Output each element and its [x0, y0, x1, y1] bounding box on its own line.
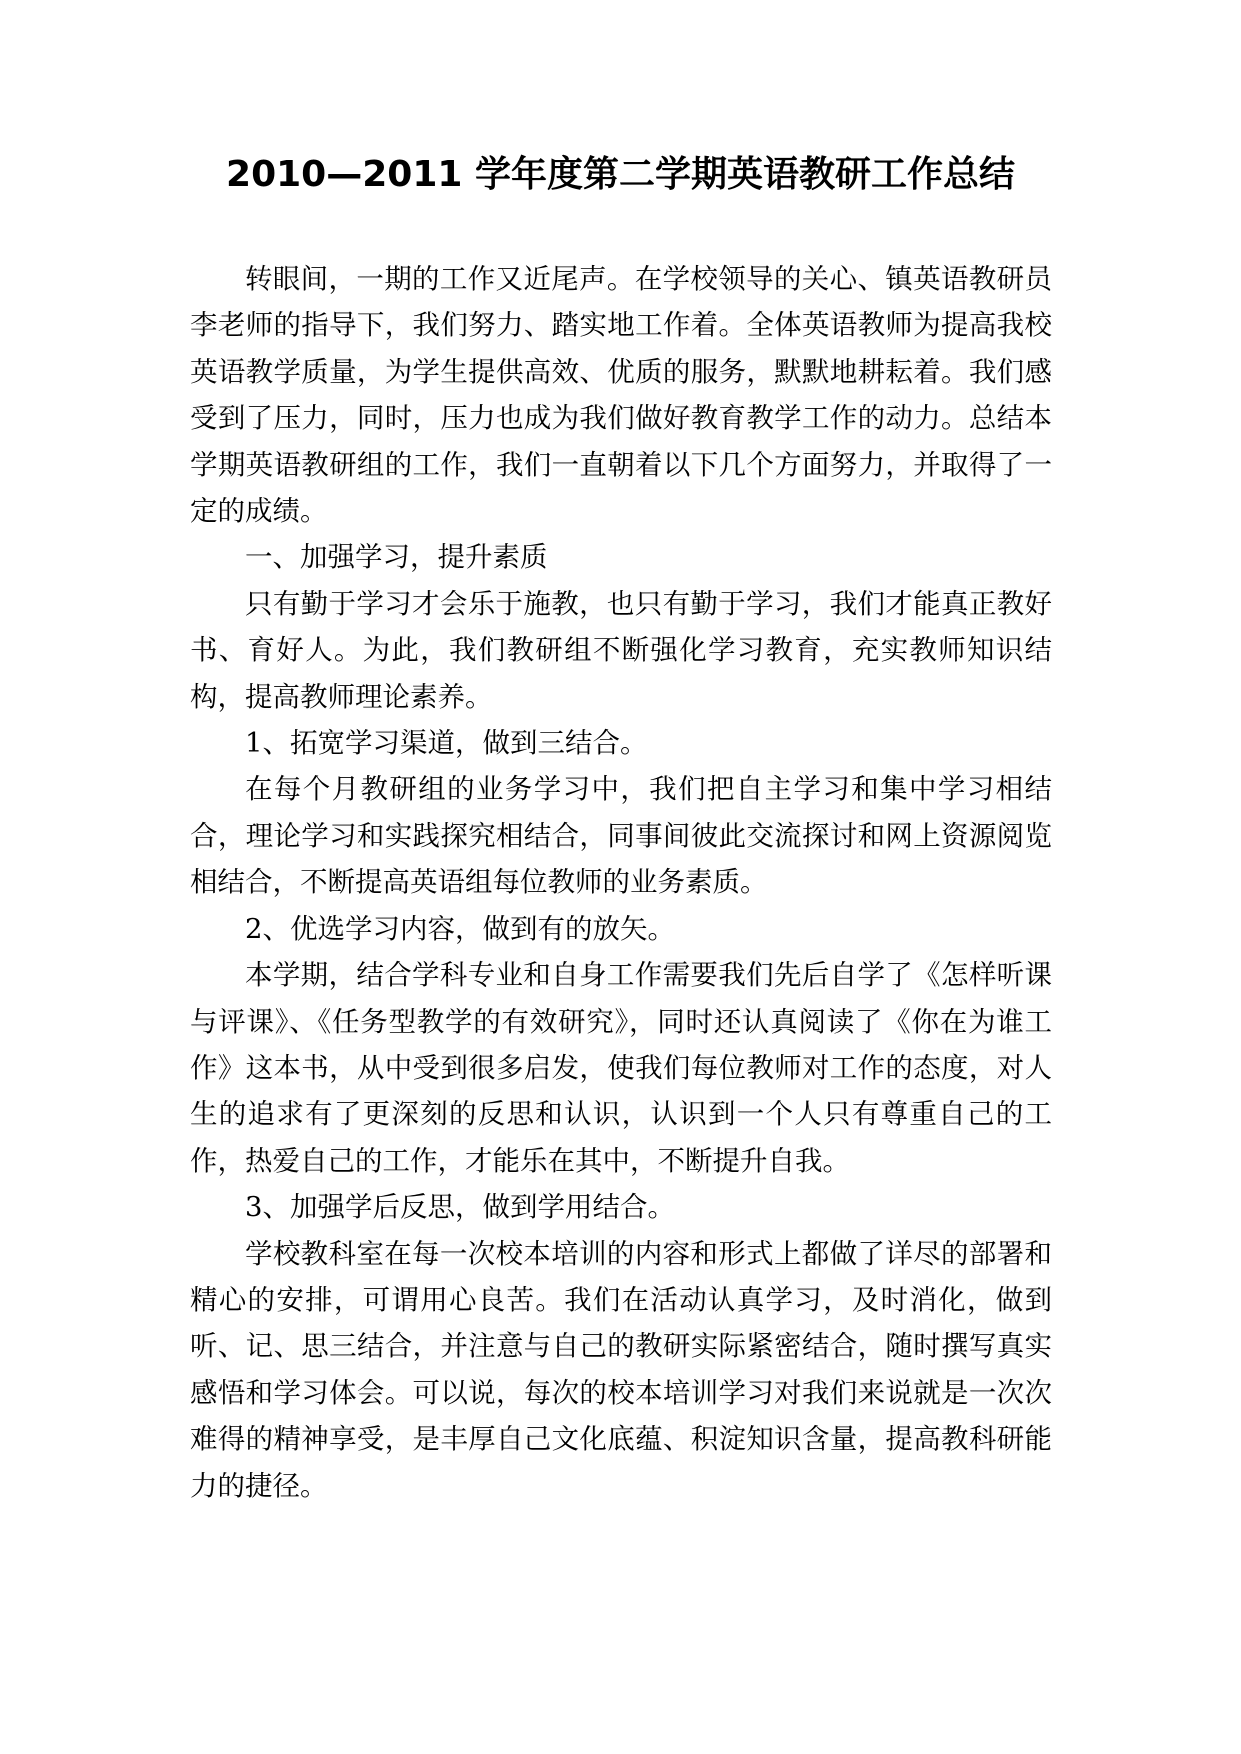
paragraph-subsection-2: 本学期，结合学科专业和自身工作需要我们先后自学了《怎样听课与评课》、《任务型教学的有效研究》，同时还认真阅读了《你在为谁工作》这本书，从中受到很多启发，使我们每位教师对工作的态度，对人生的追求有了更深刻的反思和认识，认识到一个人只有尊重自己的工作，热爱自己的工作，才能乐在其中，不断提升自我。	[190, 959, 1052, 1177]
paragraph-section-1: 只有勤于学习才会乐于施教，也只有勤于学习，我们才能真正教好书、育好人。为此，我们教研组不断强化学习教育，充实教师知识结构，提高教师理论素养。	[190, 587, 1052, 713]
page-title: 2010—2011 学年度第二学期英语教研工作总结	[226, 154, 1015, 195]
document-body	[190, 256, 1052, 1509]
paragraph-subsection-1: 在每个月教研组的业务学习中，我们把自主学习和集中学习相结合，理论学习和实践探究相结合，同事间彼此交流探讨和网上资源阅览相结合，不断提高英语组每位教师的业务素质。	[190, 773, 1052, 899]
subheading-1: 1、拓宽学习渠道，做到三结合。	[245, 727, 648, 760]
paragraph-intro: 转眼间，一期的工作又近尾声。在学校领导的关心、镇英语教研员李老师的指导下，我们努力、踏实地工作着。全体英语教师为提高我校英语教学质量，为学生提供高效、优质的服务，默默地耕耘着。我们感受到了压力，同时，压力也成为我们做好教育教学工作的动力。总结本学期英语教研组的工作，我们一直朝着以下几个方面努力，并取得了一定的成绩。	[190, 263, 1052, 528]
subheading-3: 3、加强学后反思，做到学用结合。	[245, 1191, 675, 1224]
paragraph-subsection-3: 学校教科室在每一次校本培训的内容和形式上都做了详尽的部署和精心的安排，可谓用心良苦。我们在活动认真学习，及时消化，做到听、记、思三结合，并注意与自己的教研实际紧密结合，随时撰写真实感悟和学习体会。可以说，每次的校本培训学习对我们来说就是一次次难得的精神享受，是丰厚自己文化底蕴、积淀知识含量，提高教科研能力的捷径。	[190, 1237, 1052, 1502]
section-heading-1: 一、加强学习，提升素质	[245, 541, 548, 574]
subheading-2: 2、优选学习内容，做到有的放矢。	[245, 912, 675, 945]
